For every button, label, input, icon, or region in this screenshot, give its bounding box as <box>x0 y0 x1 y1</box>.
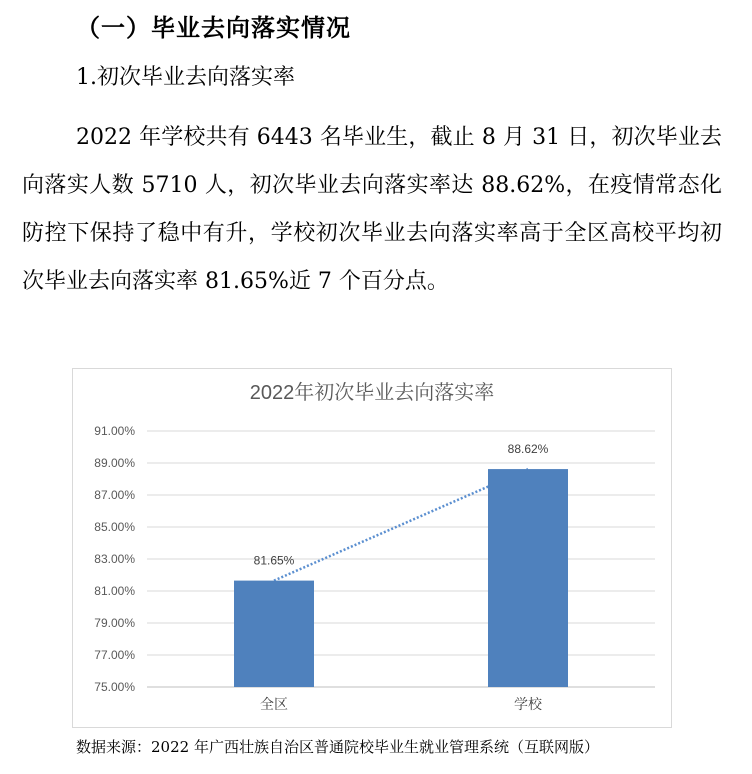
x-tick-label: 学校 <box>514 696 542 712</box>
body-paragraph: 2022 年学校共有 6443 名毕业生，截止 8 月 31 日，初次毕业去向落实人数 5710 人，初次毕业去向落实率达 88.62%，在疫情常态化防控下保持了稳中有升，学校初次毕业去向落实率高于全区高校平均初次毕业去向落实率 81.65%近 7 个百分点。 <box>22 125 722 294</box>
subsection-heading: 1.初次毕业去向落实率 <box>76 65 295 90</box>
y-tick-label: 75.00% <box>94 680 135 694</box>
y-tick-label: 79.00% <box>94 616 135 630</box>
data-label: 88.62% <box>507 442 549 457</box>
bar-0 <box>234 581 314 687</box>
chart-title: 2022年初次毕业去向落实率 <box>249 382 495 404</box>
y-tick-label: 85.00% <box>94 520 135 534</box>
y-tick-label: 87.00% <box>94 488 135 502</box>
section-heading: （一）毕业去向落实情况 <box>76 14 351 42</box>
y-tick-label: 89.00% <box>94 456 135 470</box>
x-tick-label: 全区 <box>260 696 288 712</box>
data-label: 81.65% <box>253 553 295 568</box>
bar-chart <box>72 368 672 728</box>
data-source-note: 数据来源：2022 年广西壮族自治区普通院校毕业生就业管理系统（互联网版） <box>76 738 599 756</box>
bar-1 <box>488 469 568 687</box>
y-tick-label: 83.00% <box>94 552 135 566</box>
chart-svg <box>73 369 671 727</box>
y-tick-label: 81.00% <box>94 584 135 598</box>
y-tick-label: 77.00% <box>94 648 135 662</box>
y-tick-label: 91.00% <box>94 424 135 438</box>
